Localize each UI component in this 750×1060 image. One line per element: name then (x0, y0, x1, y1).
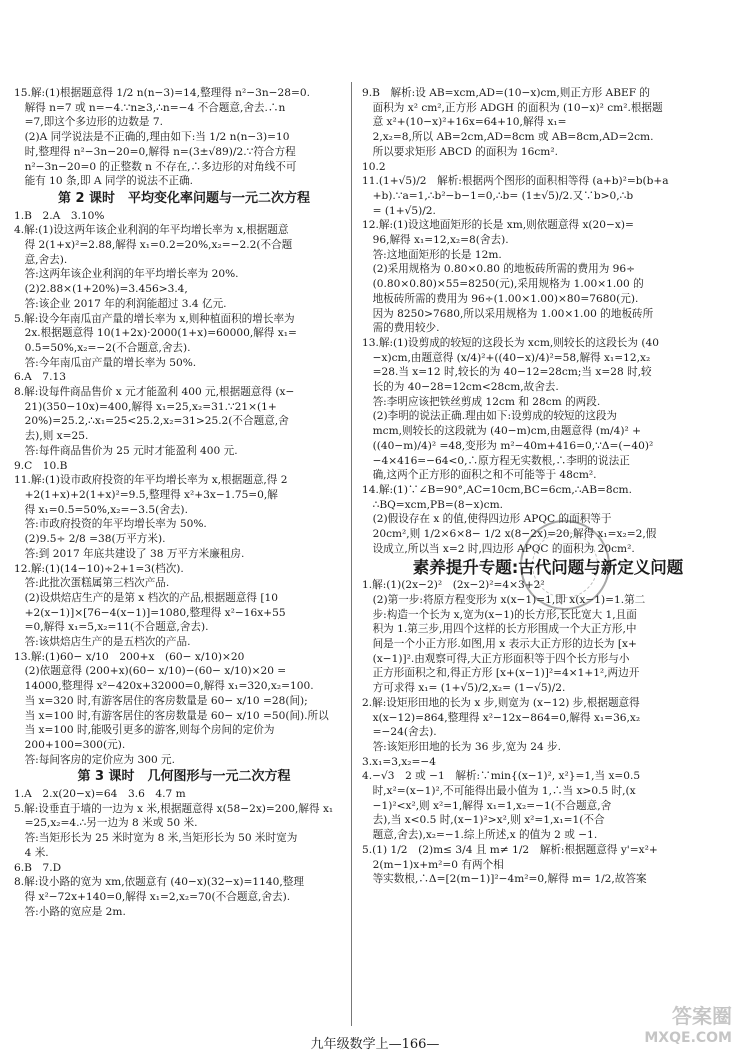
answer-line: 20%)=25.2,∴x₁=25<25.2,x₂=31>25.2(不合题意,舍 (24, 415, 289, 428)
answer-line: =−24(舍去). (372, 726, 437, 739)
answer-line: (0.80×0.80)×55=8250(元),采用规格为 1.00×1.00 的 (372, 278, 644, 291)
answer-line: 地板砖所需的费用为 96÷(1.00×1.00)×80=7680(元). (372, 292, 639, 305)
answer-line: 11.解:(1)设市政府投资的年平均增长率为 x,根据题意,得 2 (14, 474, 288, 487)
answer-line: 0.5=50%,x₂=−2(不合题意,舍去). (24, 341, 191, 354)
answer-line: 去),则 x=25. (24, 430, 89, 443)
answer-line: 答:该烘焙店生产的是五档次的产品. (24, 636, 191, 649)
answer-line: 解得 n=7 或 n=−4.∵n≥3,∴n=−4 不合题意,舍去.∴n (24, 101, 286, 114)
answer-line: 2,x₂=8,所以 AB=2cm,AD=8cm 或 AB=8cm,AD=2cm. (372, 131, 654, 144)
answer-line: 5.解:设今年南瓜亩产量的增长率为 x,则种植面积的增长率为 (14, 312, 295, 325)
answer-line: ∴BQ=xcm,PB=(8−x)cm. (372, 498, 503, 511)
answer-line: 当 x=100 时,有游客居住的客房数量是 60− x/10 =50(间).所以 (24, 709, 329, 722)
answer-line: −x)cm,由题意得 (x/4)²+((40−x)/4)²=58,解得 x₁=12,x₂ (372, 351, 651, 364)
right-column (362, 86, 734, 887)
answer-line: 得 2(1+x)²=2.88,解得 x₁=0.2=20%,x₂=−2.2(不合题 (24, 239, 293, 252)
answer-line: (2)李明的说法正确.理由如下:设剪成的较短的这段为 (372, 410, 618, 423)
answer-line: (2)A 同学说法是不正确的,理由如下:当 1/2 n(n−3)=10 (24, 131, 290, 144)
answer-line: 步:构造一个长为 x,宽为(x−1)的长方形,长比宽大 1,且面 (372, 608, 637, 621)
answer-line: (2)假设存在 x 的值,使得四边形 APQC 的面积等于 (372, 513, 612, 526)
answer-line: =28.当 x=12 时,较长的为 40−12=28cm;当 x=28 时,较 (372, 366, 652, 379)
section-heading: 素养提升专题:古代问题与新定义问题 (412, 557, 684, 577)
answer-line: 1.解:(1)(2x−2)² (2x−2)²=4×3+2² (362, 579, 545, 592)
answer-line: 1.B 2.A 3.10% (14, 209, 105, 222)
answer-line: 答:今年南瓜亩产量的增长率为 50%. (24, 356, 197, 369)
answer-line: 11.(1+√5)/2 解析:根据两个图形的面积相等得 (a+b)²=b(b+a (362, 175, 669, 188)
answer-line: 96,解得 x₁=12,x₂=8(舍去). (372, 234, 509, 247)
answer-line: 9.C 10.B (14, 459, 68, 472)
answer-line: 21)(350−10x)=400,解得 x₁=25,x₂=31.∵21×(1+ (24, 400, 277, 413)
answer-line: 2.解:设矩形田地的长为 x 步,则宽为 (x−12) 步,根据题意得 (362, 696, 640, 709)
answer-line: +2(1+x)+2(1+x)²=9.5,整理得 x²+3x−1.75=0,解 (24, 488, 278, 501)
answer-line: (2)9.5÷ 2/8 =38(万平方米). (24, 533, 166, 546)
answer-line: 答:市政府投资的年平均增长率为 50%. (24, 518, 207, 531)
answer-line: 答:该矩形田地的长为 36 步,宽为 24 步. (372, 740, 562, 753)
answer-line: 4.−√3 2 或 −1 解析:∵min{(x−1)², x²}=1,当 x=0.5 (362, 770, 641, 783)
answer-line: 200+100=300(元). (24, 738, 126, 751)
answer-line: 13.解:(1)60− x/10 200+x (60− x/10)×20 (14, 650, 245, 663)
answer-line: 12.解:(1)(14−10)÷2+1=3(档次). (14, 562, 184, 575)
watermark-bottom: MXQE.COM (644, 1030, 732, 1046)
answer-line: 10.2 (362, 160, 386, 173)
answer-line: 9.B 解析:设 AB=xcm,AD=(10−x)cm,则正方形 ABEF 的 (362, 87, 651, 99)
section-heading: 第 2 课时 平均变化率问题与一元二次方程 (57, 190, 311, 206)
answer-line: 4.解:(1)设这两年该企业利润的年平均增长率为 x,根据题意 (14, 224, 289, 237)
answer-line: 15.解:(1)根据题意得 1/2 n(n−3)=14,整理得 n²−3n−28=0. (14, 87, 311, 99)
answer-line: 时,x²=(x−1)²,不可能得出最小值为 1,∴当 x>0.5 时,(x (372, 785, 636, 798)
answer-line: 题意,舍去),x₂=−1.综上所述,x 的值为 2 或 −1. (372, 829, 598, 842)
answer-line: −4×416=−64<0,∴原方程无实数根,∴李明的说法正 (372, 454, 630, 467)
answer-line: 能有 10 条,即 A 同学的说法不正确. (24, 175, 194, 188)
answer-line: 12.解:(1)设这地面矩形的长是 xm,则依题意得 x(20−x)= (362, 219, 634, 232)
answer-line: 8.解:设每件商品售价 x 元才能盈利 400 元,根据题意得 (x− (14, 386, 295, 399)
answer-line: 答:每间客房的定价应为 300 元. (24, 753, 176, 766)
answer-line: 面积为 x² cm²,正方形 ADGH 的面积为 (10−x)² cm².根据题 (372, 101, 663, 114)
answer-line: 确,这两个正方形的面积之和不可能等于 48cm². (372, 469, 597, 482)
answer-line: 5.解:设垂直于墙的一边为 x 米,根据题意得 x(58−2x)=200,解得 x₁ (14, 802, 334, 815)
answer-line: 5.(1) 1/2 (2)m≤ 3/4 且 m≠ 1/2 解析:根据题意得 y'=x²+ (362, 843, 658, 856)
answer-line: 意 x²+(10−x)²+16x=64+10,解得 x₁= (372, 116, 567, 129)
answer-line: 答:此批次蛋糕属第三档次产品. (24, 577, 170, 590)
answer-line: 间是一个小正方形.如图,用 x 表示大正方形的边长为 [x+ (372, 638, 637, 651)
left-column (14, 86, 354, 919)
answer-line: 14000,整理得 x²−420x+32000=0,解得 x₁=320,x₂=100. (24, 680, 314, 693)
answer-line: 14.解:(1)∵∠B=90°,AC=10cm,BC=6cm,∴AB=8cm. (362, 483, 632, 496)
answer-line: =0,解得 x₁=5,x₂=11(不合题意,舍去). (24, 621, 209, 634)
answer-line: =25,x₂=4.∴另一边为 8 米或 50 米. (24, 817, 198, 830)
answer-line: (2)设烘焙店生产的是第 x 档次的产品,根据题意得 [10 (24, 591, 278, 604)
answer-line: 设成立,所以当 x=2 时,四边形 APQC 的面积为 20cm². (372, 542, 635, 555)
answer-line: 去),当 x<0.5 时,(x−1)²>x²,则 x²=1,x₁=1(不合 (372, 814, 605, 827)
answer-line: −1)²<x²,则 x²=1,解得 x₁=1,x₂=−1(不合题意,舍 (372, 799, 612, 812)
answer-line: 得 x²−72x+140=0,解得 x₁=2,x₂=70(不合题意,舍去). (24, 890, 291, 903)
answer-line: 答:每件商品售价为 25 元时才能盈利 400 元. (24, 444, 238, 457)
answer-line: 需的费用较少. (372, 322, 440, 335)
answer-line: 20cm²,则 1/2×6×8− 1/2 x(8−2x)=20,解得 x₁=x₂=2,假 (372, 528, 657, 541)
answer-line: 等实数根,∴Δ=[2(m−1)]²−4m²=0,解得 m= 1/2,故答案 (372, 873, 647, 886)
answer-line: (2)2.88×(1+20%)=3.456>3.4, (24, 283, 188, 296)
column-divider (351, 82, 352, 1026)
answer-line: +b).∵a=1,∴b²−b−1=0,∴b= (1±√5)/2.又∵b>0,∴b (372, 189, 634, 202)
answer-line: 答:这两年该企业利润的年平均增长率为 20%. (24, 268, 239, 281)
answer-line: 意,舍去). (24, 253, 68, 266)
answer-line: x(x−12)=864,整理得 x²−12x−864=0,解得 x₁=36,x₂ (372, 711, 641, 724)
answer-line: 答:李明应该把铁丝剪成 12cm 和 28cm 的两段. (372, 395, 601, 408)
answer-line: 答:这地面矩形的长是 12m. (372, 248, 502, 261)
answer-line: 2(m−1)x+m²=0 有两个相 (372, 858, 504, 871)
answer-line: 方可求得 x₁= (1+√5)/2,x₂= (1−√5)/2. (372, 682, 566, 695)
page-footer: 九年级数学上—166— (310, 1037, 440, 1052)
answer-line: 2x.根据题意得 10(1+2x)·2000(1+x)=60000,解得 x₁= (24, 327, 297, 340)
answer-line: 1.A 2.x(20−x)=64 3.6 4.7 m (14, 788, 186, 801)
answer-line: 所以要求矩形 ABCD 的面积为 16cm². (372, 145, 558, 158)
answer-line: 正方形面积之和,得正方形 [x+(x−1)]²=4×1+1²,两边开 (372, 667, 640, 680)
answer-line: 答:当矩形长为 25 米时宽为 8 米,当矩形长为 50 米时宽为 (24, 832, 298, 845)
answer-line: 答:该企业 2017 年的利润能超过 3.4 亿元. (24, 297, 227, 310)
answer-line: 得 x₁=0.5=50%,x₂=−3.5(舍去). (24, 503, 188, 516)
answer-line: 答:到 2017 年底共建设了 38 万平方米廉租房. (24, 547, 245, 560)
answer-line: ((40−m)/4)² =48,变形为 m²−40m+416=0,∵Δ=(−40)² (372, 439, 654, 452)
answer-line: 长的为 40−28=12cm<28cm,故舍去. (372, 381, 559, 394)
answer-line: 时,整理得 n²−3n−20=0,解得 n=(3±√89)/2.∵符合方程 (24, 145, 296, 158)
answer-line: 6.A 7.13 (14, 371, 66, 384)
answer-line: =7,即这个多边形的边数是 7. (24, 116, 163, 129)
answer-line: (2)第一步:将原方程变形为 x(x−1)=1,即 x(x−1)=1.第二 (372, 593, 646, 606)
answer-line: = (1+√5)/2. (372, 204, 436, 217)
answer-line: 积为 1.第三步,用四个这样的长方形围成一个大正方形,中 (372, 623, 637, 636)
answer-line: 当 x=100 时,能吸引更多的游客,则每个房间的定价为 (24, 724, 275, 737)
answer-line: 因为 8250>7680,所以采用规格为 1.00×1.00 的地板砖所 (372, 307, 654, 320)
watermark-top: 答案圈 (672, 1004, 732, 1028)
answer-line: (2)依题意得 (200+x)(60− x/10)−(60− x/10)×20 = (24, 665, 287, 678)
answer-line: 答:小路的宽应是 2m. (24, 905, 126, 918)
answer-line: (2)采用规格为 0.80×0.80 的地板砖所需的费用为 96÷ (372, 263, 636, 276)
section-heading: 第 3 课时 几何图形与一元二次方程 (77, 769, 291, 785)
answer-line: 8.解:设小路的宽为 xm,依题意有 (40−x)(32−x)=1140,整理 (14, 876, 304, 889)
answer-line: 13.解:(1)设剪成的较短的这段长为 xcm,则较长的这段长为 (40 (362, 336, 659, 349)
answer-line: (x−1)]².由观察可得,大正方形面积等于四个长方形与小 (372, 652, 630, 665)
answer-line: 3.x₁=3,x₂=−4 (362, 755, 437, 768)
answer-line: 当 x=320 时,有游客居住的客房数量是 60− x/10 =28(间); (24, 694, 308, 707)
answer-line: +2(x−1)]×[76−4(x−1)]=1080,整理得 x²−16x+55 (24, 606, 286, 619)
answer-line: n²−3n−20=0 的正整数 n 不存在,∴多边形的对角线不可 (24, 160, 297, 173)
answer-line: 4 米. (24, 846, 49, 859)
answer-line: 6.B 7.D (14, 861, 62, 874)
answer-line: mcm,则较长的这段就为 (40−m)cm,由题意得 (m/4)² + (372, 425, 641, 438)
watermark-logo (612, 1005, 732, 1053)
